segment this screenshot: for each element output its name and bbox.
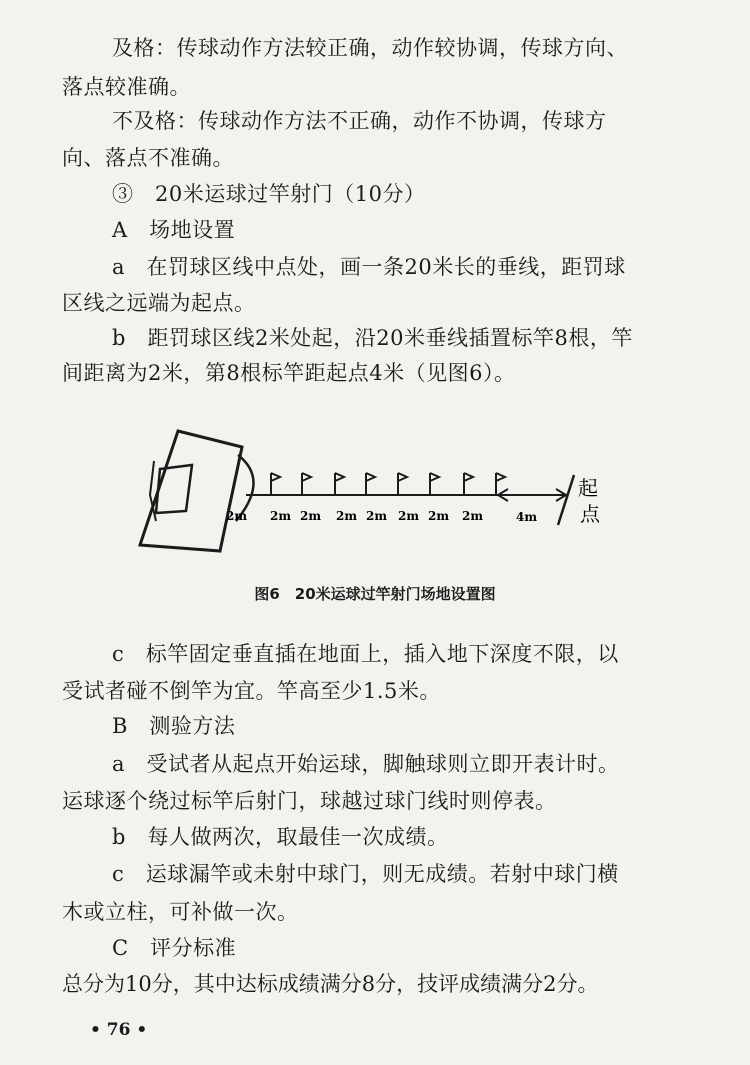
paragraph-line: c 标竿固定垂直插在地面上，插入地下深度不限，以 <box>112 642 619 666</box>
flag-pole-4 <box>366 473 375 495</box>
paragraph-line: c 运球漏竿或未射中球门，则无成绩。若射中球门横 <box>112 862 619 886</box>
distance-label: 2m <box>300 509 322 523</box>
flag-pole-3 <box>335 473 344 495</box>
paragraph-line: 向、落点不准确。 <box>62 146 234 170</box>
distance-label: 2m <box>226 509 248 523</box>
start-line <box>558 475 574 525</box>
flag-pole-1 <box>271 473 280 495</box>
distance-label: 4m <box>516 510 538 524</box>
subsection-heading: B 测验方法 <box>112 714 236 738</box>
page-number: • 76 • <box>90 1020 148 1040</box>
paragraph-line: 落点较准确。 <box>62 75 191 99</box>
section-heading: ③ 20米运球过竿射门（10分） <box>112 182 426 206</box>
paragraph-line: 受试者碰不倒竿为宜。竿高至少1.5米。 <box>62 679 441 703</box>
paragraph-line: 及格：传球动作方法较正确，动作较协调，传球方向、 <box>112 36 628 60</box>
distance-label: 2m <box>366 509 388 523</box>
subsection-heading: C 评分标准 <box>112 936 237 960</box>
paragraph-line: 木或立柱，可补做一次。 <box>62 900 299 924</box>
paragraph-line: a 受试者从起点开始运球，脚触球则立即开表计时。 <box>112 752 620 776</box>
paragraph-line: b 距罚球区线2米处起，沿20米垂线插置标竿8根，竿 <box>112 326 633 350</box>
subsection-heading: A 场地设置 <box>112 218 236 242</box>
distance-label: 2m <box>270 509 292 523</box>
paragraph-line: a 在罚球区线中点处，画一条20米长的垂线，距罚球 <box>112 255 626 279</box>
flag-pole-6 <box>430 473 439 495</box>
goal-area <box>156 465 192 513</box>
figure-caption: 图6 20米运球过竿射门场地设置图 <box>254 585 496 603</box>
flag-pole-7 <box>464 473 473 495</box>
distance-label: 2m <box>462 509 484 523</box>
paragraph-line: b 每人做两次，取最佳一次成绩。 <box>112 825 449 849</box>
flag-pole-5 <box>398 473 407 495</box>
penalty-area <box>140 431 242 551</box>
paragraph-line: 运球逐个绕过标竿后射门，球越过球门线时则停表。 <box>62 789 557 813</box>
distance-label: 2m <box>428 509 450 523</box>
paragraph-line: 间距离为2米，第8根标竿距起点4米（见图6）。 <box>62 361 516 385</box>
start-label: 起 <box>578 476 598 500</box>
distance-label: 2m <box>336 509 358 523</box>
distance-label: 2m <box>398 509 420 523</box>
paragraph-line: 总分为10分，其中达标成绩满分8分，技评成绩满分2分。 <box>62 972 599 996</box>
paragraph-line: 不及格：传球动作方法不正确，动作不协调，传球方 <box>112 109 607 133</box>
field-diagram <box>130 425 610 565</box>
paragraph-line: 区线之远端为起点。 <box>62 291 256 315</box>
start-label: 点 <box>580 502 600 526</box>
flag-pole-2 <box>302 473 311 495</box>
